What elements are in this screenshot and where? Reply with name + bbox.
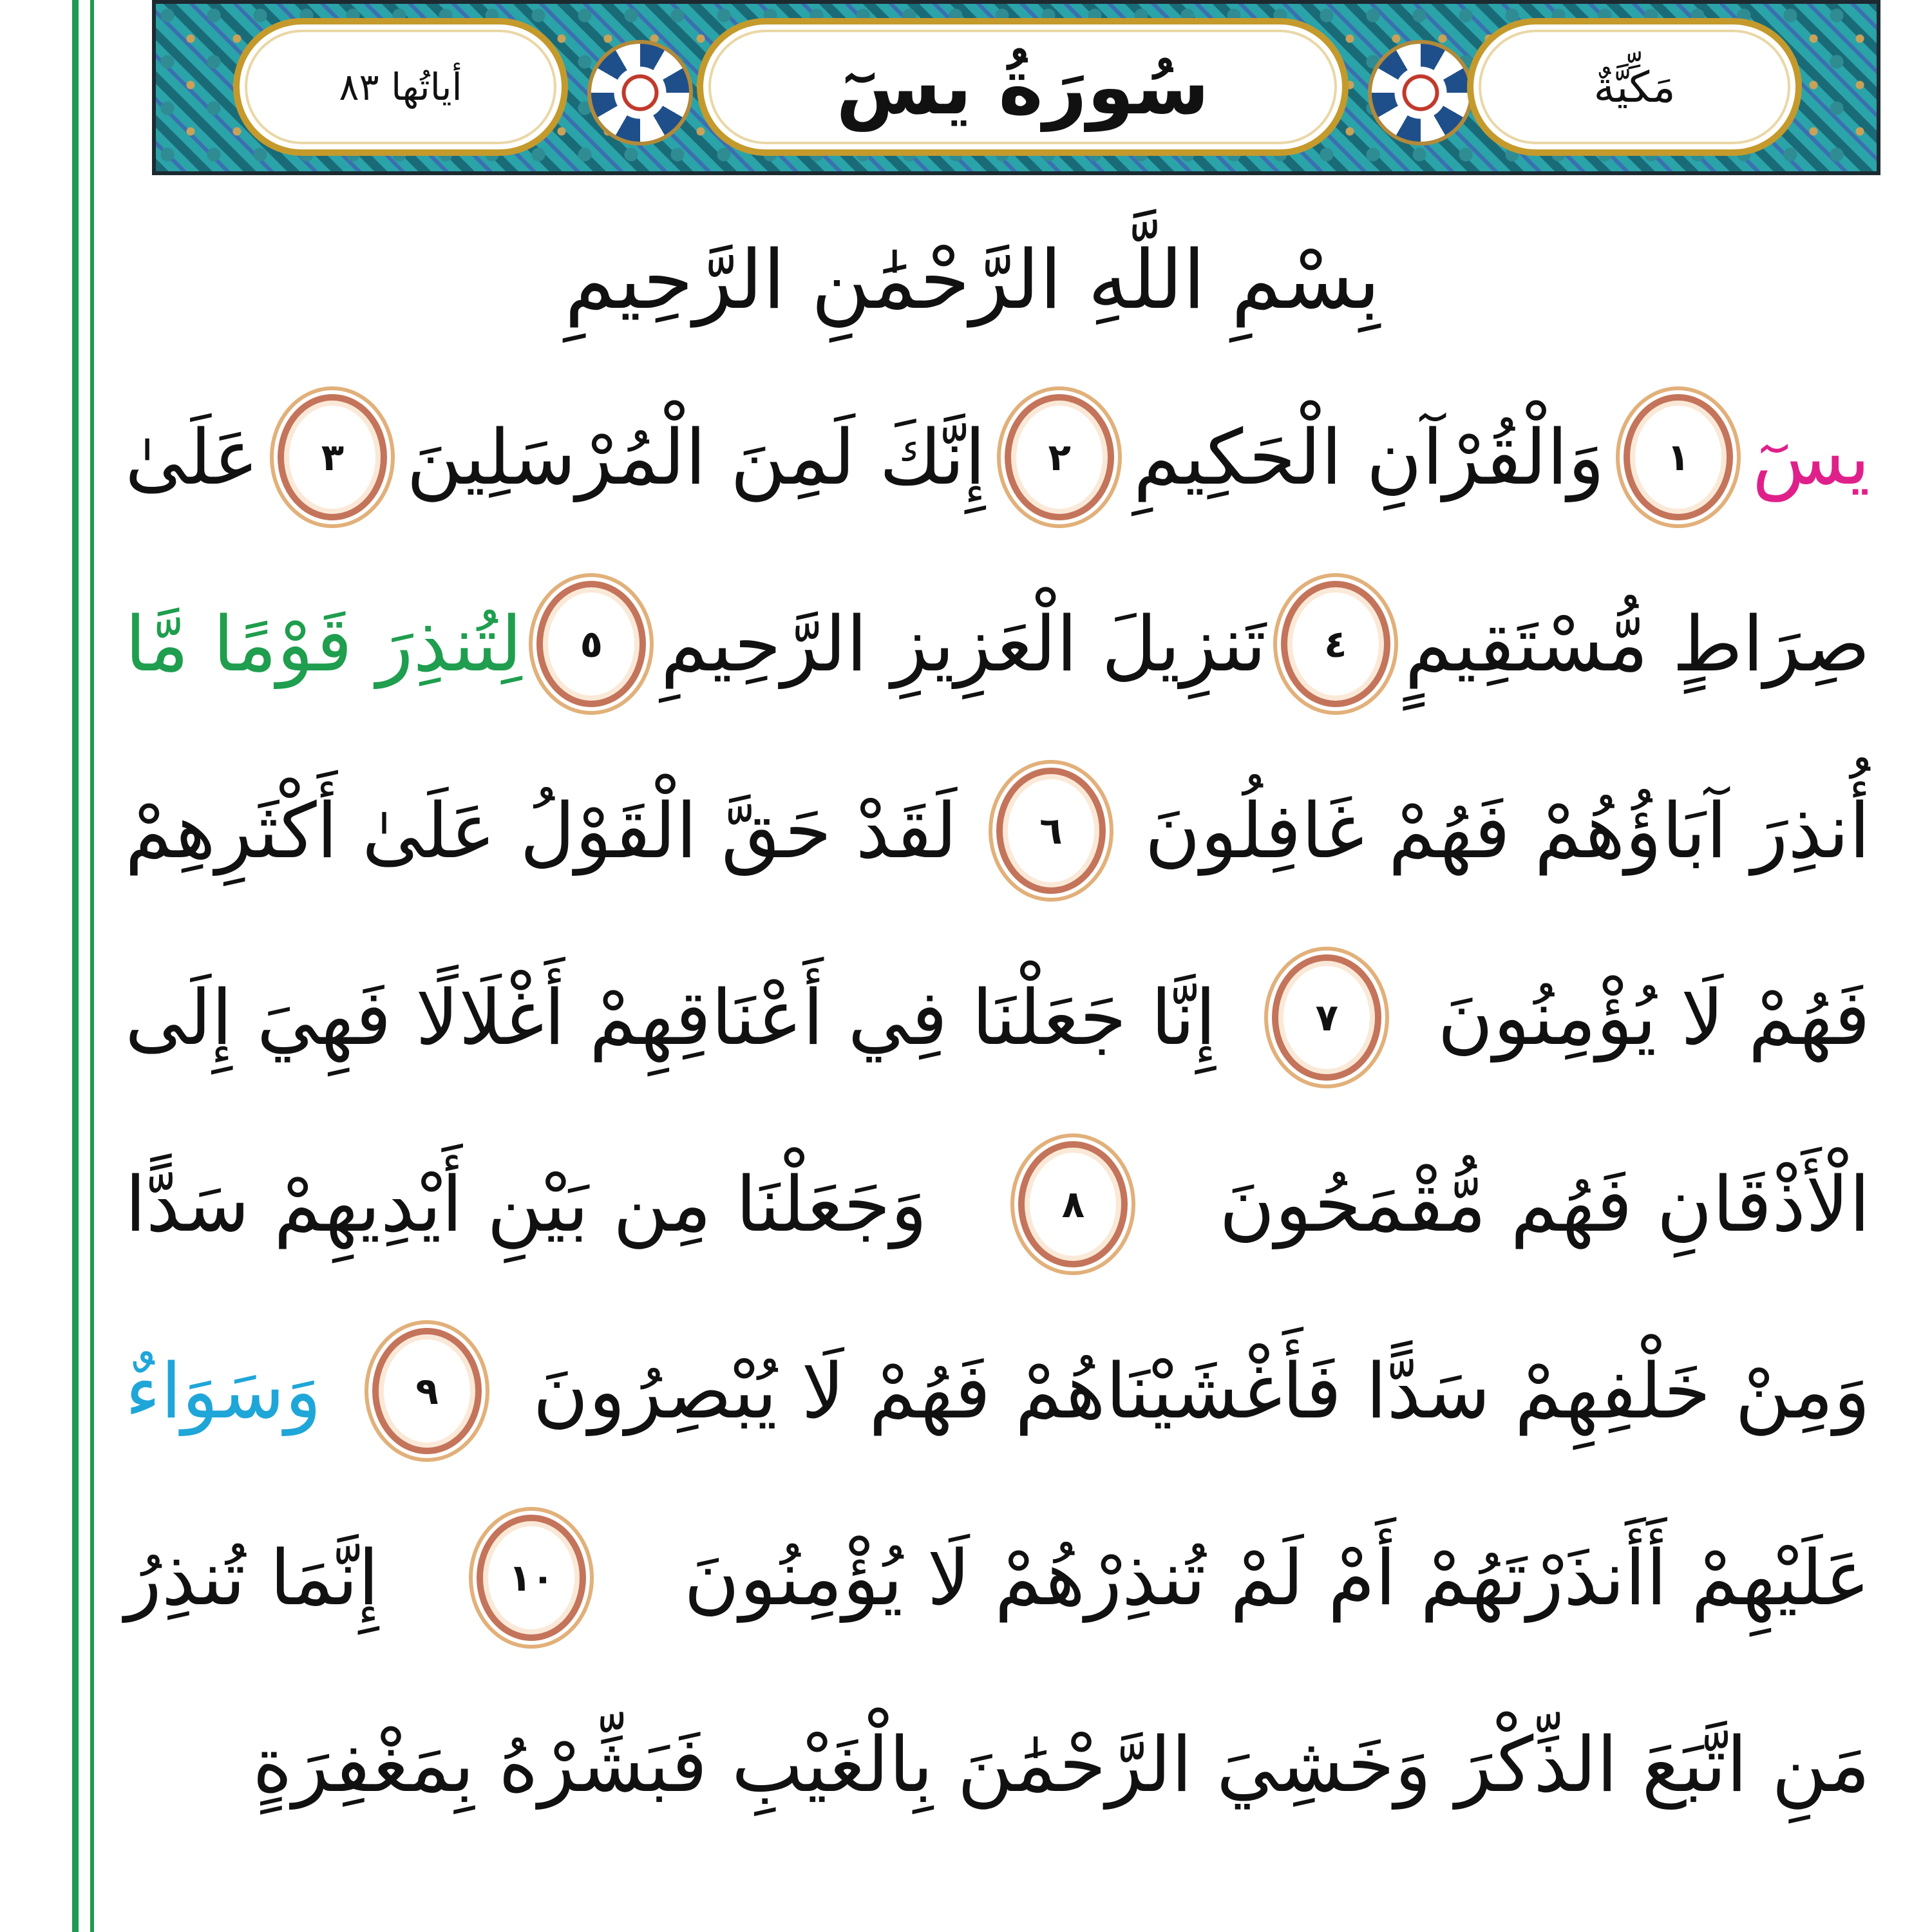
ayah-count-cartouche <box>233 18 568 156</box>
ayah-number-marker: ٩ <box>372 1328 482 1454</box>
revelation-cartouche <box>1467 18 1802 156</box>
verse-text: وَمِنْ خَلْفِهِمْ سَدًّا فَأَغْشَيْنَاهُمْ فَهُمْ لَا يُبْصِرُونَ <box>533 1347 1870 1435</box>
rosette-ornament-icon <box>1368 40 1473 146</box>
verse-line-1 <box>125 374 1870 541</box>
verse-text: عَلَىٰ <box>125 413 259 502</box>
basmala: بِسْمِ اللَّهِ الرَّحْمَٰنِ الرَّحِيمِ <box>564 232 1381 327</box>
verse-text: مَنِ اتَّبَعَ الذِّكْرَ وَخَشِيَ الرَّحْمَٰنَ بِالْغَيْبِ فَبَشِّرْهُ بِمَغْفِرَةٍ <box>252 1720 1870 1809</box>
verse-line-6 <box>125 1307 1870 1475</box>
verse-text: لِتُنذِرَ قَوْمًا مَّا <box>125 600 522 688</box>
verse-text: لَقَدْ حَقَّ الْقَوْلُ عَلَىٰ أَكْثَرِهِمْ <box>125 786 958 875</box>
verse-text: إِنَّا جَعَلْنَا فِي أَعْنَاقِهِمْ أَغْلَالًا فَهِيَ إِلَى <box>125 973 1217 1062</box>
verse-text: يسٓ <box>1752 413 1870 502</box>
surah-title: سُورَةُ يسٓ <box>836 43 1209 131</box>
ayah-number-marker: ٨ <box>1018 1141 1128 1267</box>
verse-line-4 <box>125 934 1870 1101</box>
verse-text: صِرَاطٍ مُّسْتَقِيمٍ <box>1405 600 1870 688</box>
verse-text: أُنذِرَ آبَاؤُهُمْ فَهُمْ غَافِلُونَ <box>1144 786 1870 875</box>
verse-text: الْأَذْقَانِ فَهُم مُّقْمَحُونَ <box>1219 1160 1870 1249</box>
ayah-number-marker: ٤ <box>1281 581 1390 707</box>
verse-line-2 <box>125 560 1870 728</box>
margin-rule-inner <box>90 0 94 1932</box>
verse-text: وَالْقُرْآنِ الْحَكِيمِ <box>1133 413 1605 502</box>
verse-text: إِنَّمَا تُنذِرُ <box>125 1533 379 1622</box>
ayah-number-marker: ٢ <box>1005 394 1114 520</box>
rosette-ornament-icon <box>587 40 693 146</box>
revelation-type: مَكِّيَّةٌ <box>1593 62 1676 112</box>
surah-header-band <box>152 0 1880 175</box>
ayah-number-marker: ٣ <box>278 394 387 520</box>
ayah-number-marker: ٧ <box>1272 954 1381 1081</box>
verse-line-8 <box>125 1681 1870 1848</box>
verse-text: عَلَيْهِمْ أَأَنذَرْتَهُمْ أَمْ لَمْ تُنذِرْهُمْ لَا يُؤْمِنُونَ <box>683 1533 1870 1622</box>
verse-line-3 <box>125 747 1870 914</box>
ayah-count: أياتُها ٨٣ <box>339 65 462 109</box>
margin-rule-outer <box>72 0 79 1932</box>
ayah-number-marker: ٥ <box>536 581 646 707</box>
surah-name-cartouche <box>697 18 1349 156</box>
verse-line-5 <box>125 1121 1870 1288</box>
verse-text: وَجَعَلْنَا مِن بَيْنِ أَيْدِيهِمْ سَدًّا <box>125 1160 927 1249</box>
verse-text: إِنَّكَ لَمِنَ الْمُرْسَلِينَ <box>406 413 986 502</box>
verse-text: فَهُمْ لَا يُؤْمِنُونَ <box>1437 973 1870 1062</box>
ayah-number-marker: ١٠ <box>477 1515 586 1641</box>
ayah-number-marker: ٦ <box>996 768 1106 894</box>
verse-line-7 <box>125 1494 1870 1662</box>
verse-text: وَسَوَاءٌ <box>125 1347 322 1435</box>
verse-text: تَنزِيلَ الْعَزِيزِ الرَّحِيمِ <box>660 600 1267 688</box>
ayah-number-marker: ١ <box>1624 394 1733 520</box>
